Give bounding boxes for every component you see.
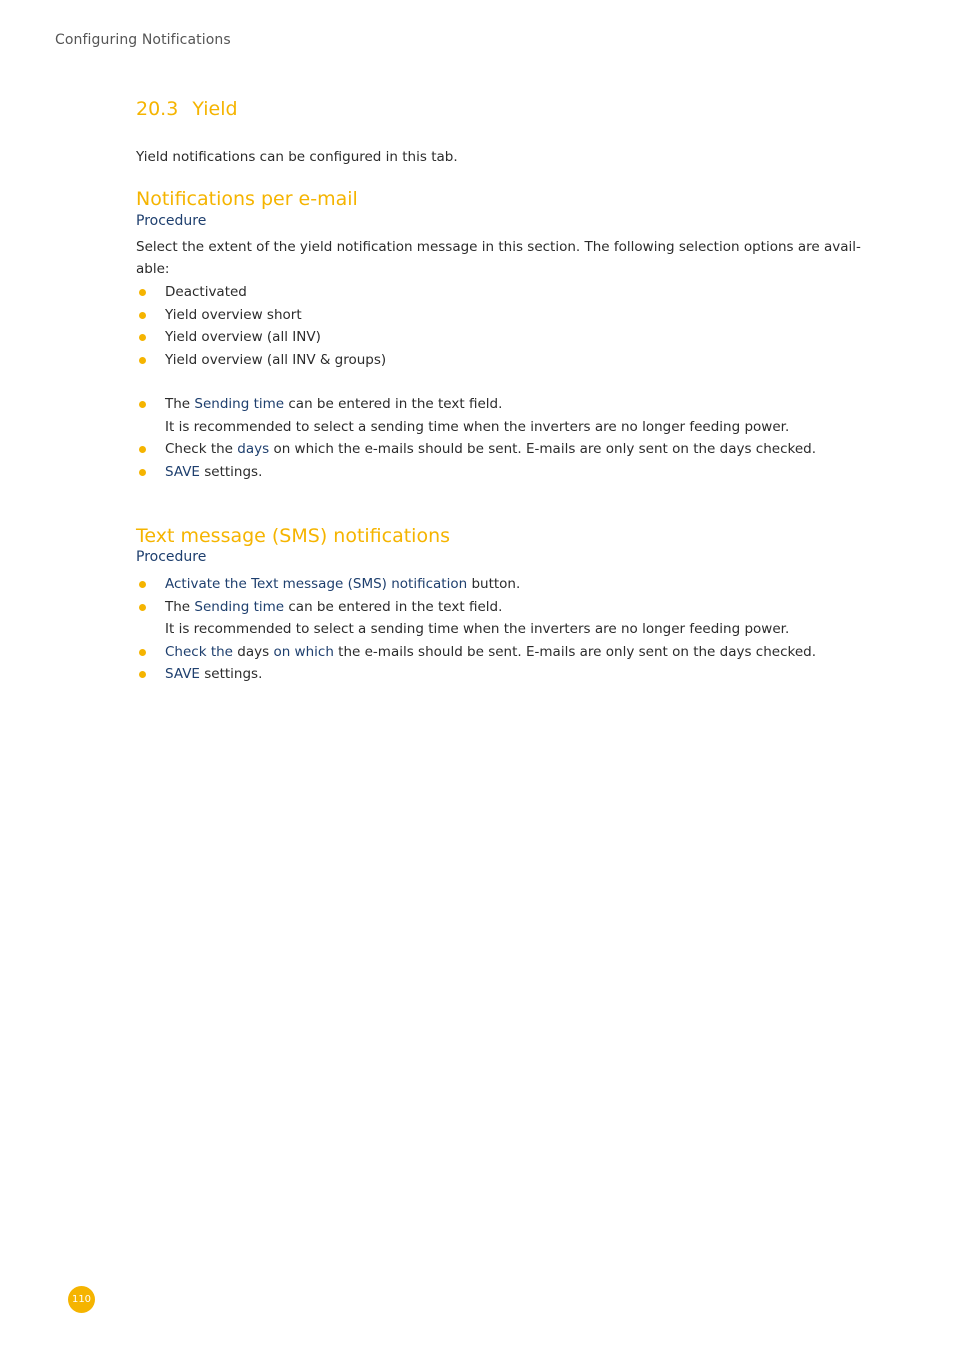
email-procedure-label: Procedure [136,213,207,229]
email-step-sending-time: The Sending time can be entered in the text field. It is recommended to select a sending time when the inverters are no longer feeding power. [136,393,876,438]
save-ref: SAVE [165,463,200,480]
bullet-icon [139,469,146,476]
bullet-icon [139,312,146,319]
email-step-days: Check the days on which the e-mails should be sent. E-mails are only sent on the days checked. [136,438,876,461]
section-title-text: Yield [192,98,238,120]
bullet-icon [139,649,146,656]
bullet-icon [139,604,146,611]
sms-step-save: SAVE settings. [136,663,876,686]
check-the-ref: Check the [165,643,233,660]
sms-step-note: It is recommended to select a sending time when the inverters are no longer feeding power. [165,621,790,637]
page-number-badge: 110 [68,1286,95,1313]
sms-heading: Text message (SMS) notifications [136,525,451,547]
sms-procedure-label: Procedure [136,549,207,565]
sms-step-sending-time: The Sending time can be entered in the text field. It is recommended to select a sending time when the inverters are no longer feeding power. [136,596,876,641]
list-item: Yield overview (all INV & groups) [136,349,876,372]
section-number: 20.3 [136,98,179,120]
section-intro: Yield notifications can be configured in this tab. [136,149,458,165]
email-description [136,236,876,280]
list-item: Deactivated [136,281,876,304]
email-step-save: SAVE settings. [136,461,876,484]
bullet-icon [139,581,146,588]
email-heading: Notifications per e-mail [136,188,358,210]
bullet-icon [139,671,146,678]
email-step-note: It is recommended to select a sending time when the inverters are no longer feeding power. [165,418,790,435]
save-ref: SAVE [165,666,200,682]
bullet-icon [139,289,146,296]
sms-steps-list [136,573,876,686]
activate-sms-ref: Activate the Text message (SMS) notification [165,576,468,592]
sms-step-days: Check the days on which the e-mails should be sent. E-mails are only sent on the days checked. [136,641,876,664]
list-item: Yield overview short [136,304,876,327]
list-item: Yield overview (all INV) [136,326,876,349]
sending-time-ref: Sending time [194,396,285,412]
running-header: Configuring Notifications [55,32,231,48]
sending-time-ref: Sending time [194,598,285,615]
bullet-icon [139,401,146,408]
days-ref: days [237,441,270,457]
email-steps-list [136,393,876,483]
email-description-line1: Select the extent of the yield notification message in this section. The following selection options are avail- [136,239,861,255]
section-title [136,98,238,120]
bullet-icon [139,357,146,364]
bullet-icon [139,334,146,341]
sms-step-activate: Activate the Text message (SMS) notification button. [136,573,876,596]
email-options-list [136,281,876,371]
bullet-icon [139,446,146,453]
on-which-ref: on which [273,643,334,660]
email-description-line2: able: [136,261,170,277]
